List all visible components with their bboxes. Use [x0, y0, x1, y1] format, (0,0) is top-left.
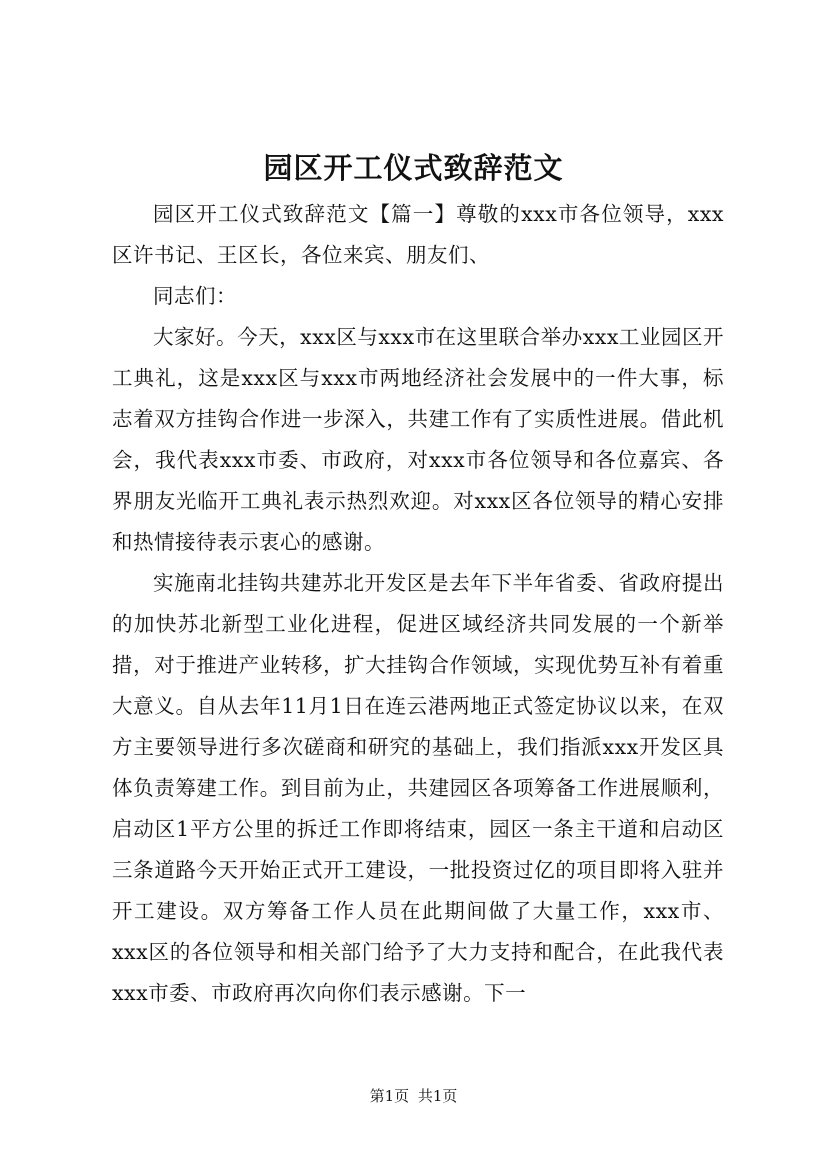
paragraph: 实施南北挂钩共建苏北开发区是去年下半年省委、省政府提出的加快苏北新型工业化进程，促进区域经济共同发展的一个新举措，对于推进产业转移，扩大挂钩合作领域，实现优势互补有着重大意义。自从去年11月1日在连云港两地正式签定协议以来，在双方主要领导进行多次磋商和研究的基础上，我们指派xxx开发区具体负责筹建工作。到目前为止，共建园区各项筹备工作进展顺利，启动区1平方公里的拆迁工作即将结束，园区一条主干道和启动区三条道路今天开始正式开工建设，一批投资过亿的项目即将入驻并开工建设。双方筹备工作人员在此期间做了大量工作，xxx市、xxx区的各位领导和相关部门给予了大力支持和配合，在此我代表xxx市委、市政府再次向你们表示感谢。下一: [112, 571, 724, 1005]
document-title: 园区开工仪式致辞范文: [263, 151, 564, 185]
page-number: 第1页: [369, 1087, 410, 1105]
document-body: [112, 194, 724, 1014]
paragraph: 园区开工仪式致辞范文【篇一】尊敬的xxx市各位领导，xxx区许书记、王区长，各位来宾、朋友们、: [112, 202, 724, 267]
page-total: 共1页: [417, 1087, 458, 1105]
paragraph: 同志们：: [153, 284, 237, 308]
page-footer: [0, 1086, 827, 1106]
paragraph: 大家好。今天，xxx区与xxx市在这里联合举办xxx工业园区开工典礼，这是xxx区与xxx市两地经济社会发展中的一件大事，标志着双方挂钩合作进一步深入，共建工作有了实质性进展。借此机会，我代表xxx市委、市政府，对xxx市各位领导和各位嘉宾、各界朋友光临开工典礼表示热烈欢迎。对xxx区各位领导的精心安排和热情接待表示衷心的感谢。: [112, 325, 724, 554]
